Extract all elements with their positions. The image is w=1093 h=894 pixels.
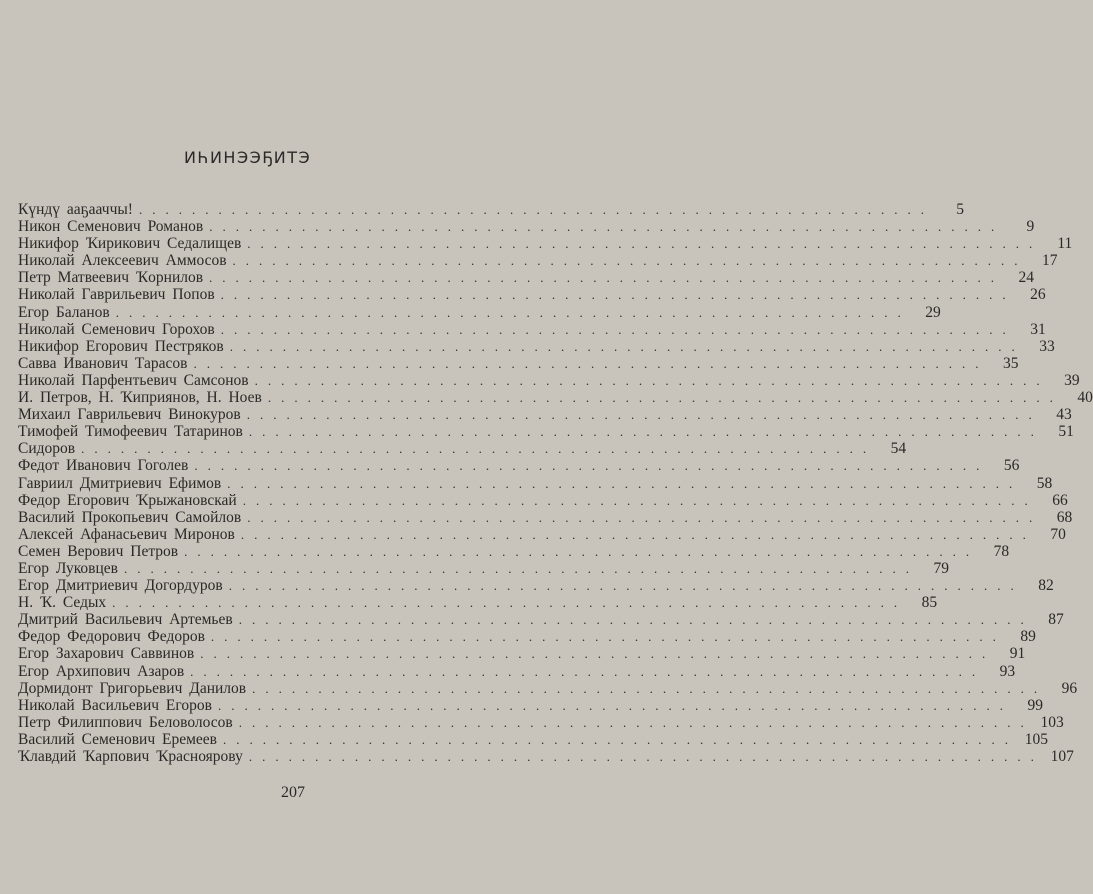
entry-page: 96 [1061, 679, 1078, 697]
dot-leader: ............................................................ [209, 219, 1005, 235]
entry-page: 68 [1056, 508, 1073, 526]
dot-leader: ............................................................ [138, 202, 934, 217]
toc-entry [18, 628, 1036, 646]
toc-entry [18, 218, 1035, 236]
contents-heading: ИҺИНЭЭҔИТЭ [184, 148, 312, 167]
toc-entry [18, 235, 1073, 253]
entry-page: 35 [1002, 354, 1019, 372]
entry-title: Күндү ааҕааччы! [18, 201, 133, 218]
toc-entry [18, 679, 1078, 697]
entry-title: Василий Прокопьевич Самойлов [18, 508, 242, 526]
dot-leader: ............................................................ [254, 372, 1050, 388]
toc-entry [18, 423, 1074, 441]
entry-page: 29 [925, 303, 941, 321]
entry-title: Никон Семенович Романов [18, 218, 204, 236]
toc-entry [18, 542, 1010, 560]
entry-title: Ҡлавдий Ҡарпович Ҡрасноярову [18, 748, 243, 765]
entry-page: 89 [1020, 628, 1036, 646]
entry-title: Никифор Ҡирикович Седалищев [18, 235, 242, 253]
dot-leader: ............................................................ [209, 270, 1005, 286]
dot-leader: ............................................................ [246, 407, 1042, 423]
entry-page: 9 [1026, 218, 1035, 236]
entry-title: Петр Матвеевич Ҡорнилов [18, 269, 204, 287]
toc-entry [18, 611, 1064, 629]
toc-entry [18, 559, 949, 577]
dot-leader: ............................................................ [240, 526, 1036, 542]
entry-page: 82 [1038, 577, 1054, 595]
entry-page: 66 [1052, 491, 1068, 509]
dot-leader: ............................................................ [238, 612, 1034, 628]
page-number: 207 [281, 784, 305, 801]
dot-leader: ............................................................ [115, 304, 911, 320]
toc-entry [18, 201, 964, 218]
entry-page: 43 [1056, 406, 1072, 424]
toc-entry [18, 713, 1064, 731]
dot-leader: ............................................................ [190, 663, 986, 679]
dot-leader: ............................................................ [200, 646, 996, 662]
entry-title: Василий Семенович Еремеев [18, 730, 218, 748]
entry-page: 26 [1030, 286, 1046, 304]
entry-page: 79 [933, 559, 949, 577]
entry-title: Н. Ҡ. Седых [18, 594, 107, 612]
entry-title: Николай Васильевич Егоров [18, 696, 212, 714]
dot-leader: ............................................................ [223, 731, 1019, 747]
entry-title: Петр Филиппович Беловолосов [18, 713, 233, 731]
dot-leader: ............................................................ [232, 253, 1028, 269]
dot-leader: ............................................................ [217, 697, 1013, 713]
toc-entry [18, 389, 1093, 407]
dot-leader: ............................................................ [248, 749, 1044, 764]
entry-title: Семен Верович Петров [18, 542, 179, 560]
dot-leader: ............................................................ [228, 578, 1024, 594]
toc-entry [18, 286, 1046, 304]
toc-entry [18, 730, 1049, 748]
entry-title: Николай Алексеевич Аммосов [18, 252, 227, 270]
entry-page: 11 [1057, 235, 1073, 253]
entry-page: 85 [921, 594, 938, 612]
dot-leader: ............................................................ [238, 714, 1034, 730]
toc-entry [18, 508, 1073, 526]
toc-entry [18, 696, 1043, 714]
entry-page: 78 [993, 542, 1010, 560]
entry-title: Дмитрий Васильевич Артемьев [18, 611, 233, 629]
entry-title: Федор Егорович Ҡрыжановскай [18, 491, 237, 509]
entry-title: Гавриил Дмитриевич Ефимов [18, 474, 222, 492]
dot-leader: ............................................................ [229, 338, 1025, 354]
dot-leader: ............................................................ [247, 236, 1043, 252]
entry-title: Федор Федорович Федоров [18, 628, 205, 646]
dot-leader: ............................................................ [267, 390, 1063, 406]
entry-page: 103 [1040, 713, 1064, 731]
entry-title: Егор Луковцев [18, 559, 118, 577]
toc-entry [18, 440, 907, 458]
entry-title: Сидоров [18, 440, 76, 458]
entry-title: Никифор Егорович Пестряков [18, 337, 224, 355]
entry-page: 87 [1048, 611, 1064, 629]
entry-page: 105 [1024, 730, 1049, 748]
entry-title: Николай Семенович Горохов [18, 320, 215, 338]
toc-entry [18, 645, 1026, 663]
toc-entry [18, 406, 1072, 424]
toc-entry [18, 474, 1053, 492]
entry-title: Федот Иванович Гоголев [18, 457, 189, 475]
entry-page: 93 [999, 662, 1016, 680]
dot-leader: ............................................................ [210, 629, 1006, 645]
entry-page: 51 [1058, 423, 1074, 441]
toc-entry [18, 457, 1020, 475]
dot-leader: ............................................................ [220, 287, 1016, 303]
entry-page: 17 [1042, 252, 1058, 270]
entry-title: Егор Баланов [18, 303, 110, 321]
toc-entry [18, 662, 1016, 680]
toc-entry [18, 269, 1035, 287]
dot-leader: ............................................................ [242, 492, 1038, 508]
entry-title: Алексей Афанасьевич Миронов [18, 525, 235, 543]
entry-page: 107 [1050, 748, 1074, 765]
dot-leader: ............................................................ [194, 458, 990, 474]
dot-leader: ............................................................ [81, 441, 877, 457]
entry-title: Савва Иванович Тарасов [18, 354, 188, 372]
entry-title: Тимофей Тимофеевич Татаринов [18, 423, 243, 441]
toc-entry [18, 594, 938, 612]
dot-leader: ............................................................ [193, 355, 989, 371]
dot-leader: ............................................................ [124, 560, 919, 576]
toc-entry [18, 577, 1054, 595]
entry-page: 91 [1009, 645, 1026, 663]
toc-entry [18, 337, 1055, 355]
dot-leader: ............................................................ [248, 424, 1044, 440]
dot-leader: ............................................................ [220, 321, 1016, 337]
entry-page: 24 [1018, 269, 1035, 287]
entry-title: Михаил Гаврильевич Винокуров [18, 406, 241, 424]
entry-title: Егор Захарович Саввинов [18, 645, 195, 663]
entry-page: 54 [890, 440, 907, 458]
entry-title: Николай Гаврильевич Попов [18, 286, 215, 304]
entry-title: Егор Архипович Азаров [18, 662, 185, 680]
entry-title: Егор Дмитриевич Догордуров [18, 577, 223, 595]
dot-leader: ............................................................ [227, 475, 1023, 491]
toc-entry [18, 354, 1019, 372]
entry-page: 40 [1077, 389, 1093, 407]
table-of-contents [18, 201, 1093, 765]
entry-title: И. Петров, Н. Ҡиприянов, Н. Ноев [18, 389, 262, 407]
entry-page: 39 [1064, 371, 1080, 389]
toc-entry [18, 252, 1058, 270]
toc-entry [18, 303, 941, 321]
dot-leader: ............................................................ [184, 543, 980, 559]
entry-page: 56 [1003, 457, 1020, 475]
entry-page: 31 [1030, 320, 1046, 338]
dot-leader: ............................................................ [247, 509, 1043, 525]
entry-title: Николай Парфентьевич Самсонов [18, 371, 249, 389]
entry-title: Дормидонт Григорьевич Данилов [18, 679, 247, 697]
toc-entry [18, 320, 1046, 338]
entry-page: 5 [956, 201, 964, 218]
dot-leader: ............................................................ [252, 680, 1048, 696]
toc-entry [18, 491, 1068, 509]
entry-page: 58 [1036, 474, 1053, 492]
dot-leader: ............................................................ [112, 595, 908, 611]
toc-entry [18, 371, 1080, 389]
entry-page: 70 [1050, 525, 1066, 543]
toc-entry [18, 748, 1074, 765]
entry-page: 33 [1039, 337, 1055, 355]
toc-entry [18, 525, 1066, 543]
entry-page: 99 [1027, 696, 1043, 714]
